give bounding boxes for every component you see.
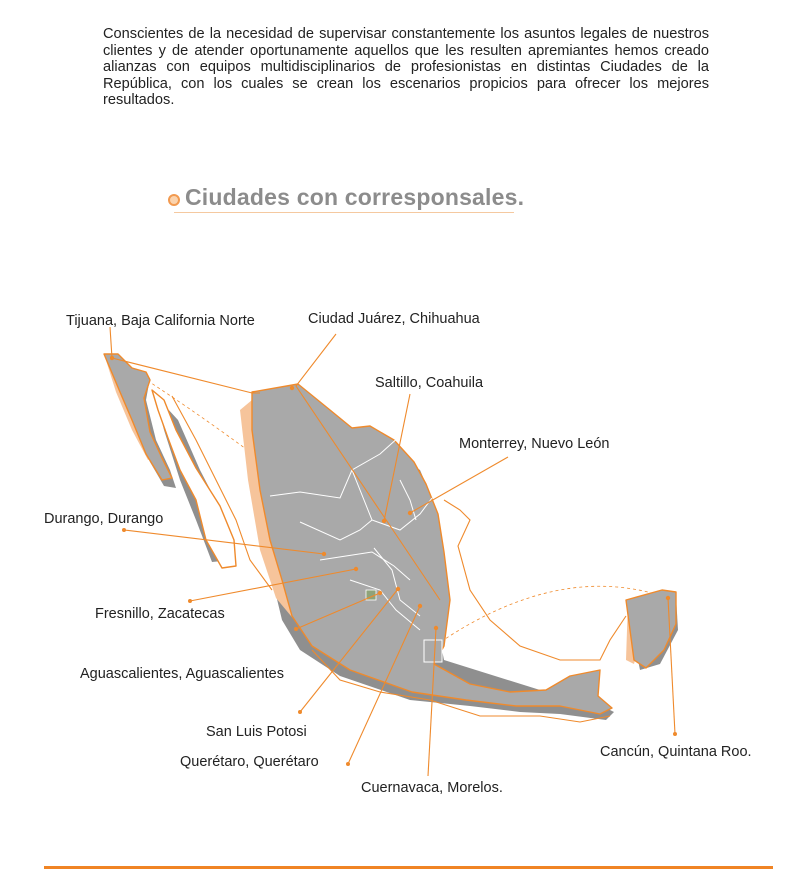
- city-marker: [666, 596, 670, 600]
- city-marker: [188, 599, 192, 603]
- city-label-fresnillo: Fresnillo, Zacatecas: [95, 606, 225, 622]
- city-label-monterrey: Monterrey, Nuevo León: [459, 436, 610, 452]
- city-marker: [298, 710, 302, 714]
- mainland: [252, 384, 612, 714]
- city-label-san-luis-potosi: San Luis Potosi: [206, 724, 307, 740]
- city-label-cancun: Cancún, Quintana Roo.: [600, 744, 752, 760]
- city-label-aguascalientes: Aguascalientes, Aguascalientes: [80, 666, 284, 682]
- city-label-queretaro: Querétaro, Querétaro: [180, 754, 319, 770]
- city-label-tijuana: Tijuana, Baja California Norte: [66, 313, 255, 329]
- city-label-ciudad-juarez: Ciudad Juárez, Chihuahua: [308, 311, 480, 327]
- city-marker: [322, 552, 326, 556]
- city-label-cuernavaca: Cuernavaca, Morelos.: [361, 780, 503, 796]
- city-marker: [354, 567, 358, 571]
- intro-paragraph: Conscientes de la necesidad de supervisar constantemente los asuntos legales de nuestros clientes y de atender oportunamente aquellos que les resulten apremiantes hemos creado alianzas con equipos multidisciplinarios de profesionistas en distintas Ciudades de la República, con los cuales se crean los escenarios propicios para ofrecer los mejores resultados.: [103, 26, 709, 109]
- city-marker: [122, 528, 126, 532]
- city-marker: [673, 732, 677, 736]
- city-marker: [294, 627, 298, 631]
- footer-divider: [44, 866, 773, 869]
- city-marker: [418, 604, 422, 608]
- city-marker: [382, 519, 386, 523]
- city-marker: [396, 587, 400, 591]
- city-marker: [290, 386, 294, 390]
- city-marker: [346, 762, 350, 766]
- city-marker: [378, 591, 382, 595]
- section-title: Ciudades con corresponsales.: [185, 184, 525, 210]
- city-label-saltillo: Saltillo, Coahuila: [375, 375, 484, 391]
- city-marker: [110, 356, 114, 360]
- city-label-durango: Durango, Durango: [44, 511, 164, 527]
- city-marker: [408, 511, 412, 515]
- city-marker: [434, 626, 438, 630]
